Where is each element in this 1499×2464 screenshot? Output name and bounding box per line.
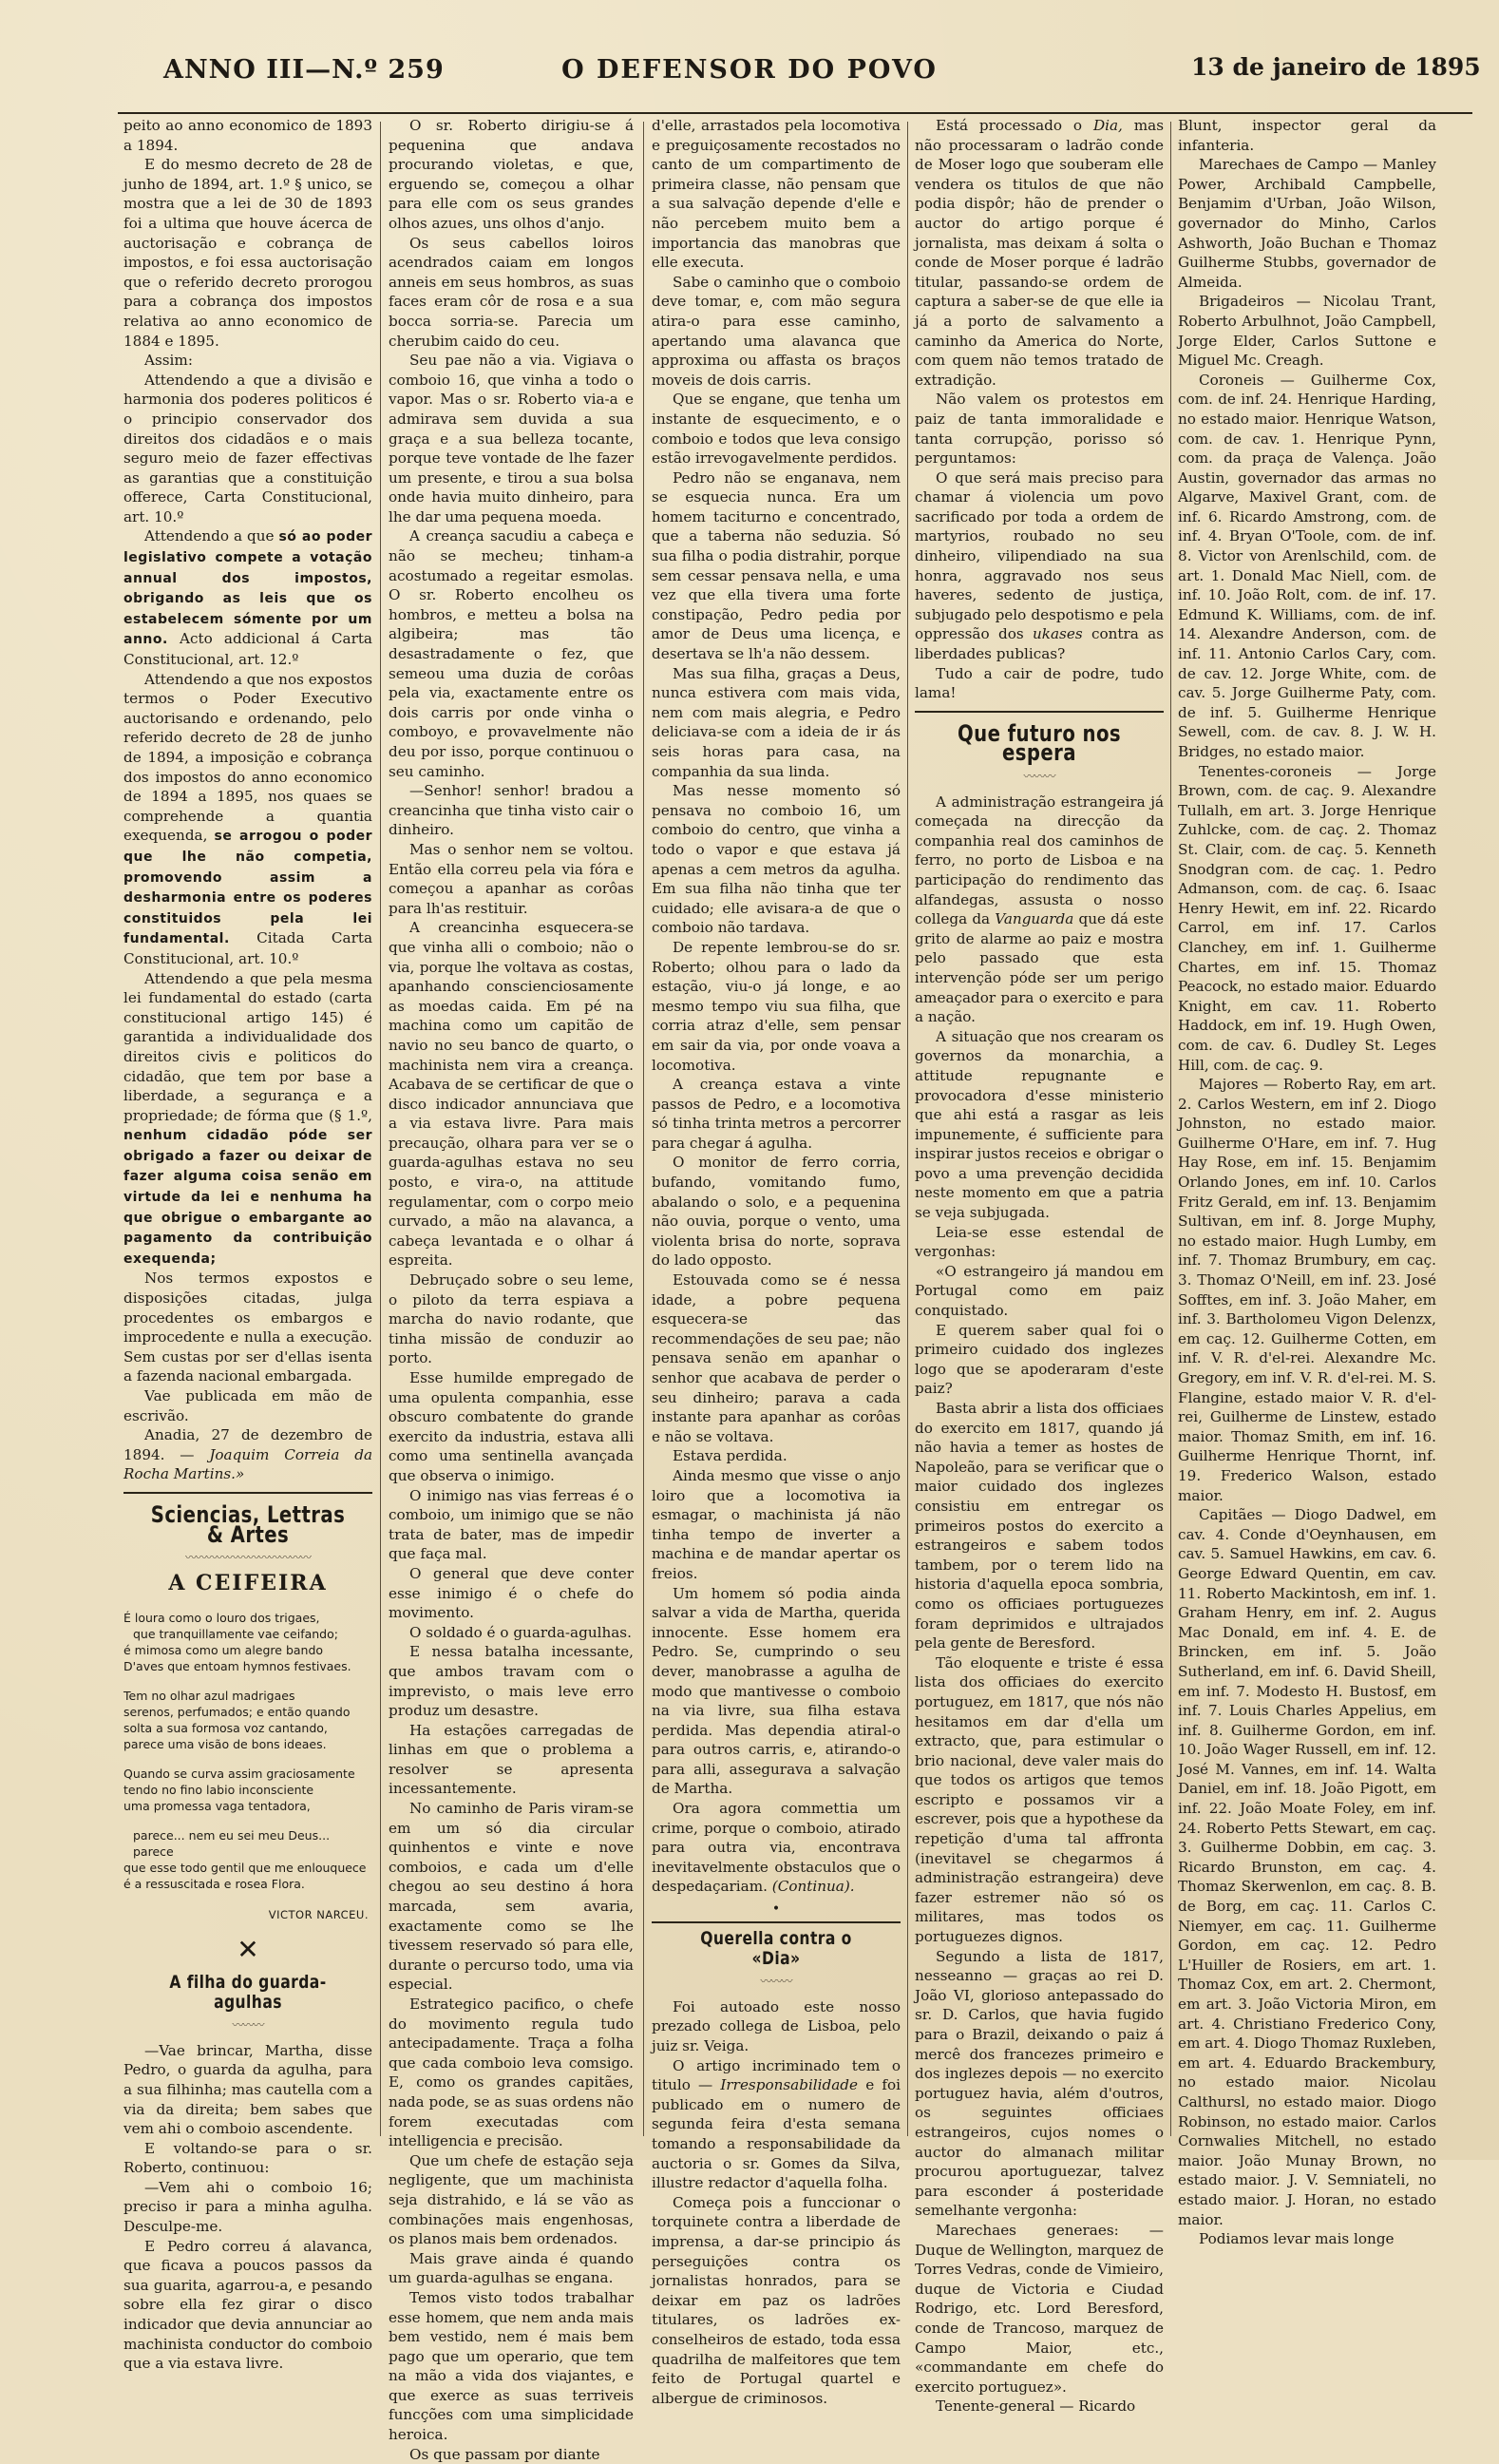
paragraph: Que se engane, que tenha um instante de esquecimento, e o comboio e todos que leva consigo estão irrevogavelmente perdidos. xyxy=(652,391,901,468)
poem-line: parece... nem eu sei meu Deus... parece xyxy=(133,1828,331,1860)
separator-cross-icon: ✕ xyxy=(237,1933,259,1965)
paragraph: O inimigo nas vias ferreas é o comboio, um inimigo que se não trata de bater, mas de impedir que faça mal. xyxy=(389,1486,634,1563)
paragraph: Blunt, inspector geral da infanteria. xyxy=(1178,117,1436,154)
paragraph: Nos termos expostos e disposições citadas, julga procedentes os embargos e improcedente e nulla a execução. Sem custas por ser d'ellas isenta a fazenda nacional embargada. xyxy=(123,1270,372,1385)
text: Citada Carta Constitucional, art. 10.º xyxy=(123,929,372,967)
poem-line: Tem no olhar azul madrigaes xyxy=(123,1689,295,1704)
paragraph: «O estrangeiro já mandou em Portugal como em paiz conquistado. xyxy=(915,1262,1164,1320)
paragraph: Estouvada como se é nessa idade, a pobre pequena esquecera-se das recommendações de seu pae; não pensava senão em apanhar o senhor que acabava de perder o seu dinheiro; parava a cada instante para apanhar as corôas e não se voltava. xyxy=(652,1271,901,1445)
section-title: Sciencias, Lettras & Artes xyxy=(150,1500,346,1548)
paragraph: E do mesmo decreto de 28 de junho de 1894, art. 1.º § unico, se mostra que a lei de 30 de 1893 foi a ultima que houve ácerca de auctorisação e cobrança de impostos, e foi essa auctorisação que o referido decreto prorogou para a cobrança dos impostos relativa ao anno economico de 1884 e 1895. xyxy=(123,156,372,350)
issue-number: ANNO III—N.º 259 xyxy=(163,55,445,85)
paragraph: Capitães — Diogo Dadwel, em cav. 4. Conde d'Oeynhausen, em cav. 5. Samuel Hawkins, em cav. 6. George Edward Quentin, em cav. 11. Roberto Mackintosh, em inf. 1. Graham Henry, em inf. 2. Augus Mac Donald, em inf. 4. E. de Brincken, em inf. 5. João Sutherland, em inf. 6. David Sheill, em inf. 7. Modesto H. Bustosf, em inf. 7. Louis Charles Appelius, em inf. 8. Guilherme Gordon, em inf. 10. João Wager Russell, em inf. 12. José M. Vannes, em inf. 14. Walta Daniel, em inf. 18. João Pigott, em inf. 22. João Moate Foley, em inf. 24. Roberto Petts Stewart, em caç. 3. Guilherme Dobbin, em caç. 3. Ricardo Brunston, em caç. 4. Thomaz Skerwenlon, em caç. 8. B. de Borg, em caç. 11. Carlos C. Niemyer, em caç. 11. Guilherme Gordon, em caç. 12. Pedro L'Huiller de Rosiers, em art. 1. Thomaz Cox, em art. 2. Chermont, em art. 3. João Victoria Miron, em art. 4. Christiano Frederico Cony, em art. 4. Diogo Thomaz Ruxleben, em art. 4. Eduardo Brackembury, no estado maior. Nicolau Calthursl, no estado maior. Diogo Robinson, no estado maior. Carlos Cornwalies Mitchell, no estado maior. João Munay Brown, no estado maior. J. V. Semniateli, no estado maior. J. Horan, no estado maior. xyxy=(1178,1506,1436,2228)
paragraph: Mas nesse momento só pensava no comboio 16, um comboio do centro, que vinha a todo o vapor e que estava já apenas a cem metros da agulha. Em sua filha não tinha que ter cuidado; elle avisara-a de que o comboio não tardava. xyxy=(652,782,901,937)
paragraph: Segundo a lista de 1817, nesseanno — graças ao rei D. João VI, glorioso antepassado do sr. D. Carlos, que havia fugido para o Brazil, deixando o paiz á mercê dos francezes primeiro e dos inglezes depois — no exercito portuguez havia, além d'outros, os seguintes officiaes estrangeiros, cujos nomes o auctor do almanach militar procurou aportuguezar, talvez para esconder á posteridade semelhante vergonha: xyxy=(915,1947,1164,2220)
emphasis-text: só ao poder legislativo compete a votação annual dos impostos, obrigando as leis que os estabelecem sómente por um anno. xyxy=(123,529,373,648)
text: Attendendo a que nos expostos termos o Poder Executivo auctorisando e ordenando, pelo referido decreto de 28 de junho de 1894, a imposição e cobrança dos impostos do anno economico de 1894 a 1895, nos quaes se comprehende a quantia exequenda, xyxy=(123,670,372,845)
paragraph: Leia-se esse estendal de vergonhas: xyxy=(915,1223,1164,1261)
text: O que será mais preciso para chamar á violencia um povo sacrificado por toda a ordem de martyrios, roubado no seu dinheiro, vilipendiado na sua honra, aggravado nos seus haveres, sedento de justiça, subjugado pelo despotismo e pela oppressão dos xyxy=(915,468,1164,643)
poem-line: solta a sua formosa voz cantando, xyxy=(123,1721,328,1736)
newspaper-title: O DEFENSOR DO POVO xyxy=(561,55,938,85)
paragraph: E nessa batalha incessante, que ambos travam com o imprevisto, o mais leve erro produz um desastre. xyxy=(389,1643,634,1720)
paragraph: Vae publicada em mão de escrivão. xyxy=(123,1387,372,1424)
paragraph: Mas sua filha, graças a Deus, nunca estivera com mais vida, nem com mais alegria, e Pedro deliciava-se com a ideia de ir ás seis horas para casa, na companhia da sua linda. xyxy=(652,664,901,780)
paragraph xyxy=(123,670,372,969)
poem-line: parece uma visão de bons ideaes. xyxy=(123,1737,327,1752)
paragraph xyxy=(652,2056,901,2193)
paragraph: —Vae brincar, Martha, disse Pedro, o guarda da agulha, para a sua filhinha; mas cautella com a via da direita; bem sabes que vem ahi o comboio ascendente. xyxy=(123,2041,372,2138)
paragraph: Estrategico pacifico, o chefe do movimento regula tudo antecipadamente. Traça a folha que cada comboio leva comsigo. E, como os grandes capitães, nada pode, se as suas ordens não forem executadas com intelligencia e precisão. xyxy=(389,1996,634,2150)
paragraph: Majores — Roberto Ray, em art. 2. Carlos Western, em inf 2. Diogo Johnston, no estado maior. Guilherme O'Hare, em inf. 7. Hug Hay Rose, em inf. 15. Benjamim Orlando Jones, em inf. 10. Carlos Fritz Gerald, em inf. 13. Benjamim Sultivan, em inf. 8. Jorge Muphy, no estado maior. Hugh Lumby, em inf. 7. Thomaz Brumbury, em caç. 3. Thomaz O'Neill, em inf. 23. José Sofftes, em inf. 3. João Maher, em inf. 3. Bartholomeu Vigon Delenzx, em caç. 12. Guilherme Cotten, em inf. V. R. d'el-rei. Alexandre Mc. Gregory, em inf. V. R. d'el-rei. M. S. Flangine, estado maior V. R. d'el-rei, Guilherme de Linstew, estado maior. Thomaz Smith, em inf. 16. Guilherme Henrique Thornt, inf. 19. Frederico Walson, estado maior. xyxy=(1178,1076,1436,1504)
text: Acto addicional á Carta Constitucional, art. 12.º xyxy=(123,630,372,669)
paragraph: O general que deve conter esse inimigo é o chefe do movimento. xyxy=(389,1564,634,1622)
article-title: Querella contra o «Dia» xyxy=(700,1928,852,1969)
paragraph: Mas o senhor nem se voltou. Então ella correu pela via fóra e começou a apanhar as corôas para lh'as restituir. xyxy=(389,840,634,917)
text: e foi publicado em o numero de segunda feira d'esta semana tomando a responsabilidade da auctoria o sr. Gomes da Silva, illustre redactor d'aquella folha. xyxy=(652,2076,901,2192)
poem-stanza xyxy=(123,1827,372,1892)
issue-date: 13 de janeiro de 1895 xyxy=(1191,53,1481,81)
paragraph: Seu pae não a via. Vigiava o comboio 16, que vinha a todo o vapor. Mas o sr. Roberto via-a e admirava sem duvida a sua graça e a sua belleza tocante, porque teve vontade de lhe fazer um presente, e tirou a sua bolsa onde havia muito dinheiro, para lhe dar uma pequena moeda. xyxy=(389,352,634,525)
text: O artigo incriminado tem o titulo — xyxy=(652,2056,901,2094)
paragraph: Tão eloquente e triste é essa lista dos officiaes do exercito portuguez, em 1817, que nós não hesitamos em dar d'ella um extracto, que, para estimular o brio nacional, deve valer mais do que todos os artigos que temos escripto e possamos vir a escrever, pois que a hypothese da repetição d'uma tal affronta (inevitavel se chegarmos á administração estrangeira) deve fazer estremer não só os militares, mas todos os portuguezes dignos. xyxy=(915,1653,1164,1946)
paragraph: E Pedro correu á alavanca, que ficava a poucos passos da sua guarita, agarrou-a, e pesando sobre ella fez girar o disco indicador que devia annunciar ao machinista conductor do comboio que a via estava livre. xyxy=(123,2237,372,2373)
paragraph: Sabe o caminho que o comboio deve tomar, e, com mão segura atira-o para esse caminho, apertando uma alavanca que approxima ou affasta os braços moveis de dois carris. xyxy=(652,273,901,389)
paragraph: Ainda mesmo que visse o anjo loiro que a locomotiva ia esmagar, o machinista já não tinha tempo de inverter a machina e de mandar apertar os freios. xyxy=(652,1466,901,1582)
column-4 xyxy=(915,116,1165,2416)
paragraph: Começa pois a funccionar o torquinete contra a liberdade de imprensa, a dar-se principio ás perseguições contra os jornalistas honrados, para se deixar em paz os ladrões titulares, os ladrões ex-conselheiros de estado, toda essa quadrilha de malfeitores que tem feito de Portugal quartel e albergue de criminosos. xyxy=(652,2193,901,2407)
paragraph xyxy=(123,969,372,1270)
story-title: A filha do guarda-agulhas xyxy=(169,1971,327,2013)
ornament: 〰〰〰 xyxy=(760,1975,792,1989)
paragraph: Não valem os protestos em paiz de tanta immoralidade e tanta corrupção, porisso só perguntamos: xyxy=(915,391,1164,468)
column-divider xyxy=(907,122,908,2136)
poem-stanza xyxy=(123,1766,372,1814)
paper-name: Dia, xyxy=(1092,117,1123,134)
paragraph xyxy=(915,793,1164,1027)
paragraph: De repente lembrou-se do sr. Roberto; olhou para o lado da estação, viu-o já longe, e ao mesmo tempo viu sua filha, que corria atraz d'elle, sem pensar em sair da via, por onde voava a locomotiva. xyxy=(652,938,901,1074)
paragraph: Um homem só podia ainda salvar a vida de Martha, querida innocente. Esse homem era Pedro. Se, cumprindo o seu dever, manobrasse a agulha de modo que mantivesse o comboio na via livre, sua filha estava perdida. Mas dependia atiral-o para outros carris, e, atirando-o para alli, assegurava a salvação de Martha. xyxy=(652,1584,901,1798)
paragraph: Tenentes-coroneis — Jorge Brown, com. de caç. 9. Alexandre Tullalh, em art. 3. Jorge Henrique Zuhlcke, com. de caç. 2. Thomaz St. Clair, com. de caç. 5. Kenneth Snodgran com. de caç. 1. Pedro Admanson, com. de caç. 6. Isaac Henry Hewit, em inf. 22. Ricardo Carrol, em inf. 17. Carlos Clanchey, em inf. 1. Guilherme Chartes, em inf. 15. Thomaz Peacock, no estado maior. Eduardo Knight, em cav. 11. Roberto Haddock, em inf. 19. Hugh Owen, com. de cav. 6. Dudley St. Leges Hill, com. de caç. 9. xyxy=(1178,762,1436,1074)
paragraph: Debruçado sobre o seu leme, o piloto da terra espiava a marcha do navio rodante, que tinha missão de conduzir ao porto. xyxy=(389,1271,634,1367)
paragraph xyxy=(915,116,1164,390)
ornament: 〰〰〰〰〰〰〰〰〰〰〰〰 xyxy=(184,1551,311,1565)
paragraph: Attendendo a que a divisão e harmonia dos poderes politicos é o principio conservador dos direitos dos cidadãos e o mais seguro meio de fazer effectivas as garantias que a constituição offerece, Carta Constitucional, art. 10.º xyxy=(123,371,372,525)
paragraph: Estava perdida. xyxy=(673,1447,787,1465)
text: Ora agora commettia um crime, porque o comboio, atirado para outra via, encontrava inevitavelmente obstaculos que o despedaçariam. xyxy=(652,1800,901,1896)
paragraph: A creança estava a vinte passos de Pedro, e a locomotiva só tinha trinta metros a percorrer para chegar á agulha. xyxy=(652,1076,901,1152)
paragraph: Marechaes de Campo — Manley Power, Archibald Campbelle, Benjamim d'Urban, João Wilson, governador do Minho, Carlos Ashworth, João Buchan e Thomaz Guilherme Stubbs, governador de Almeida. xyxy=(1178,156,1436,291)
text: contra as liberdades publicas? xyxy=(915,625,1165,663)
paragraph: Coroneis — Guilherme Cox, com. de inf. 24. Henrique Harding, no estado maior. Henrique Watson, com. de cav. 1. Henrique Pynn, com. da praça de Valença. João Austin, governador das armas no Algarve, Maxivel Grant, com. de inf. 6. Ricardo Amstrong, com. de inf. 4. Bryan O'Toole, com. de inf. 8. Victor von Arenlschild, com. de art. 1. Donald Mac Niell, com. de inf. 10. João Rolt, com. de inf. 17. Edmund K. Williams, com. de inf. 14. Alexandre Anderson, com. de inf. 11. Antonio Carlos Cary, com. de cav. 12. Jorge White, com. de cav. 5. Jorge Guilherme Paty, com. de inf. 5. Guilherme Henrique Sewell, com. de cav. 8. J. W. H. Bridges, no estado maior. xyxy=(1178,371,1436,760)
text: Anadia, 27 de dezembro de 1894. — xyxy=(123,1426,372,1463)
paragraph: Que um chefe de estação seja negligente, que um machinista seja distrahido, e lá se vão as combinações mais engenhosas, os planos mais bem ordenados. xyxy=(389,2151,634,2248)
paragraph: Marechaes generaes: — Duque de Wellington, marquez de Torres Vedras, conde de Vimieiro, duque de Victoria e Ciudad Rodrigo, etc. Lord Beresford, conde de Trancoso, marquez de Campo Maior, etc., «commandante em chefe do exercito portuguez». xyxy=(915,2221,1164,2396)
section-rule xyxy=(915,711,1164,713)
paragraph: No caminho de Paris viram-se em um só dia circular quinhentos e vinte e nove comboios, e cada um d'elle chegou ao seu destino á hora marcada, sem avaria, exactamente como se lhe tivessem reservado só para elle, durante o percurso todo, uma via especial. xyxy=(389,1800,634,1994)
poem-stanza xyxy=(123,1688,372,1752)
paragraph: E voltando-se para o sr. Roberto, continuou: xyxy=(123,2139,372,2177)
section-rule xyxy=(123,1492,372,1494)
ornament: 〰〰〰 xyxy=(1023,770,1055,783)
emphasis-text: nenhum cidadão póde ser obrigado a fazer ou deixar de fazer alguma coisa senão em virtude da lei e nenhuma ha que obrigue o embargante ao pagamento da contribuição exequenda; xyxy=(123,1128,372,1267)
poet-signature: VICTOR NARCEU. xyxy=(268,1908,369,1922)
paragraph: A creança sacudiu a cabeça e não se mecheu; tinham-a acostumado a regeitar esmolas. O sr. Roberto encolheu os hombros, e metteu a bolsa na algibeira; mas tão desastradamente o fez, que semeou uma duzia de corôas pela via, exactamente entre os dois carris por onde vinha o comboyo, e provavelmente não deu por isso, porque continuou o seu caminho. xyxy=(389,527,634,780)
poem-line: serenos, perfumados; e então quando xyxy=(123,1705,351,1720)
paragraph: Temos visto todos trabalhar esse homem, que nem anda mais bem vestido, nem é mais bem pago que um operario, que tem na mão a vida dos viajantes, e que exerce as suas terriveis funcções com uma simplicidade heroica. xyxy=(389,2288,634,2444)
paragraph: A creancinha esquecera-se que vinha alli o comboio; não o via, porque lhe voltava as costas, apanhando conscienciosamente as moedas caida. Em pé na machina como um capitão de navio no seu banco de quarto, o machinista nem vira a creança. Acabava de se certificar de que o disco indicador annunciava que a via estava livre. Para mais precaução, olhara para ver se o guarda-agulhas estava no seu posto, e vira-o, na attitude regulamentar, com o corpo meio curvado, a mão na alavanca, a cabeça levantada e o olhar á espreita. xyxy=(389,919,634,1270)
text: Está processado o xyxy=(936,117,1083,134)
paragraph: Podiamos levar mais longe xyxy=(1199,2230,1395,2248)
paragraph xyxy=(123,526,372,669)
paragraph: Tenente-general — Ricardo xyxy=(936,2397,1136,2416)
paragraph: —Vem ahi o comboio 16; preciso ir para a minha agulha. Desculpe-me. xyxy=(123,2178,372,2236)
ornament: 〰〰〰 xyxy=(232,2018,264,2033)
masthead xyxy=(0,49,1499,93)
column-1 xyxy=(123,116,373,2373)
text: que dá este grito de alarme ao paiz e mostra pelo passado que esta intervenção póde ser um perigo ameaçador para o exercito e para a nação. xyxy=(915,910,1164,1026)
paragraph: Os que passam por diante xyxy=(409,2445,600,2463)
separator-dot-icon: • xyxy=(771,1901,781,1918)
article-name: Irresponsabilidade xyxy=(720,2076,858,2094)
column-5 xyxy=(1178,116,1436,2248)
poem-line: é mimosa como um alegre bando xyxy=(123,1643,324,1658)
poem-stanza xyxy=(123,1610,372,1674)
poem-line: é a ressuscitada e rosea Flora. xyxy=(123,1877,305,1892)
paragraph: Brigadeiros — Nicolau Trant, Roberto Arbulhnot, João Campbell, Jorge Elder, Carlos Suttone e Miguel Mc. Creagh. xyxy=(1178,293,1436,370)
poem-line: É loura como o louro dos trigaes, xyxy=(123,1611,320,1626)
poem-line: uma promessa vaga tentadora, xyxy=(123,1799,311,1814)
paragraph: O monitor de ferro corria, bufando, vomitando fumo, abalando o solo, e a pequenina não ouvia, porque o vento, uma violenta brisa do norte, soprava do lado opposto. xyxy=(652,1154,901,1270)
column-3 xyxy=(652,116,901,2407)
article-title: Que futuro nos espera xyxy=(958,719,1121,767)
poem-line: tendo no fino labio inconsciente xyxy=(123,1783,314,1798)
column-divider xyxy=(643,122,644,2136)
text-italic: ukases xyxy=(1033,625,1083,643)
paragraph: Assim: xyxy=(144,352,193,370)
paragraph: Esse humilde empregado de uma opulenta companhia, esse obscuro combatente do grande exercito da industria, estava alli como uma sentinella avançada que observa o inimigo. xyxy=(389,1369,634,1484)
text: mas não processaram o ladrão conde de Moser logo que souberam elle vendera os titulos de que não podia dispôr; hão de prender o auctor do artigo porque é jornalista, mas deixam á solta o conde de Moser porque é ladrão titular, passando-se ordem de captura a saber-se de que elle ia já a porto de salvamento a caminho da America do Norte, com quem não temos tratado de extradição. xyxy=(915,117,1164,389)
column-divider xyxy=(1170,122,1171,2136)
paper-name: Vanguarda xyxy=(995,910,1074,928)
paragraph: peito ao anno economico de 1893 a 1894. xyxy=(123,117,372,154)
signature: Joaquim Correia da Rocha Martins.» xyxy=(123,1445,372,1483)
paragraph: Pedro não se enganava, nem se esquecia nunca. Era um homem taciturno e concentrado, que a taberna não seduzia. Só sua filha o podia distrahir, porque sem cessar pensava nella, e uma vez que ella tivera uma forte constipação, Pedro pedia por amor de Deus uma licença, e desertava se lh'a não dessem. xyxy=(652,468,901,663)
column-divider xyxy=(380,122,381,2136)
masthead-rule xyxy=(118,112,1472,114)
paragraph: Os seus cabellos loiros acendrados caiam em longos anneis em seus hombros, as suas faces eram côr de rosa e a sua bocca sorria-se. Parecia um cherubim caido do ceu. xyxy=(389,234,634,350)
paragraph: E querem saber qual foi o primeiro cuidado dos inglezes logo que se apoderaram d'este paiz? xyxy=(915,1321,1164,1398)
paragraph xyxy=(652,1799,901,1897)
paragraph: O sr. Roberto dirigiu-se á pequenina que andava procurando violetas, e que, erguendo se, começou a olhar para elle com os seus grandes olhos azues, uns olhos d'anjo. xyxy=(389,117,634,232)
poem-title: A CEIFEIRA xyxy=(168,1570,328,1595)
text: Attendendo a que pela mesma lei fundamental do estado (carta constitucional artigo 145) é garantida a individualidade dos direitos civis e politicos do cidadão, que tem por base a liberdade, a segurança e a propriedade; de fórma que (§ 1.º, xyxy=(123,969,372,1124)
paragraph xyxy=(123,1425,372,1484)
paragraph: Foi autoado este nosso prezado collega de Lisboa, pelo juiz sr. Veiga. xyxy=(652,1997,901,2054)
paragraph: Mais grave ainda é quando um guarda-agulhas se engana. xyxy=(389,2249,634,2287)
poem-line: Quando se curva assim graciosamente xyxy=(123,1767,355,1782)
paragraph: d'elle, arrastados pela locomotiva e preguiçosamente recostados no canto de um compartimento de primeira classe, não pensam que a sua salvação depende d'elle e não percebem muito bem a importancia das manobras que elle executa. xyxy=(652,117,901,272)
paragraph xyxy=(915,468,1164,664)
paragraph: A situação que nos crearam os governos da monarchia, a attitude repugnante e provocadora d'esse ministerio que ahi está a rasgar as leis impunemente, é sufficiente para inspirar justos receios e obrigar o povo a uma prevenção decidida neste momento em que a patria se veja subjugada. xyxy=(915,1027,1164,1222)
continued-note: (Continua). xyxy=(771,1878,855,1896)
poem-line: D'aves que entoam hymnos festivaes. xyxy=(123,1659,351,1674)
paragraph: O soldado é o guarda-agulhas. xyxy=(409,1623,632,1641)
text: Attendendo a que xyxy=(144,527,275,545)
poem-line: que esse todo gentil que me enlouquece xyxy=(123,1861,367,1876)
paragraph: Tudo a cair de podre, tudo lama! xyxy=(915,664,1164,702)
column-2 xyxy=(389,116,634,2463)
poem-line: que tranquillamente vae ceifando; xyxy=(133,1627,338,1642)
paragraph: Basta abrir a lista dos officiaes do exercito em 1817, quando já não havia a temer as hostes de Napoleão, para se verificar que o maior cuidado dos inglezes consistiu em entregar os primeiros postos do exercito a estrangeiros e sabem todos tambem, por o terem lido na historia d'aquella epoca sombria, como os officiaes portuguezes foram deprimidos e ultrajados pela gente de Beresford. xyxy=(915,1400,1164,1652)
emphasis-text: se arrogou o poder que lhe não competia, promovendo assim a desharmonia entre os poderes constituidos pela lei fundamental. xyxy=(123,829,373,947)
text: A administração estrangeira já começada na direcção da companhia real dos caminhos de ferro, no porto de Lisboa e na participação do rendimento das alfandegas, assusta o nosso collega da xyxy=(915,793,1164,928)
paragraph: Ha estações carregadas de linhas em que o problema a resolver se apresenta incessantemente. xyxy=(389,1721,634,1798)
paragraph: —Senhor! senhor! bradou a creancinha que tinha visto cair o dinheiro. xyxy=(389,782,634,839)
section-rule xyxy=(652,1921,901,1923)
